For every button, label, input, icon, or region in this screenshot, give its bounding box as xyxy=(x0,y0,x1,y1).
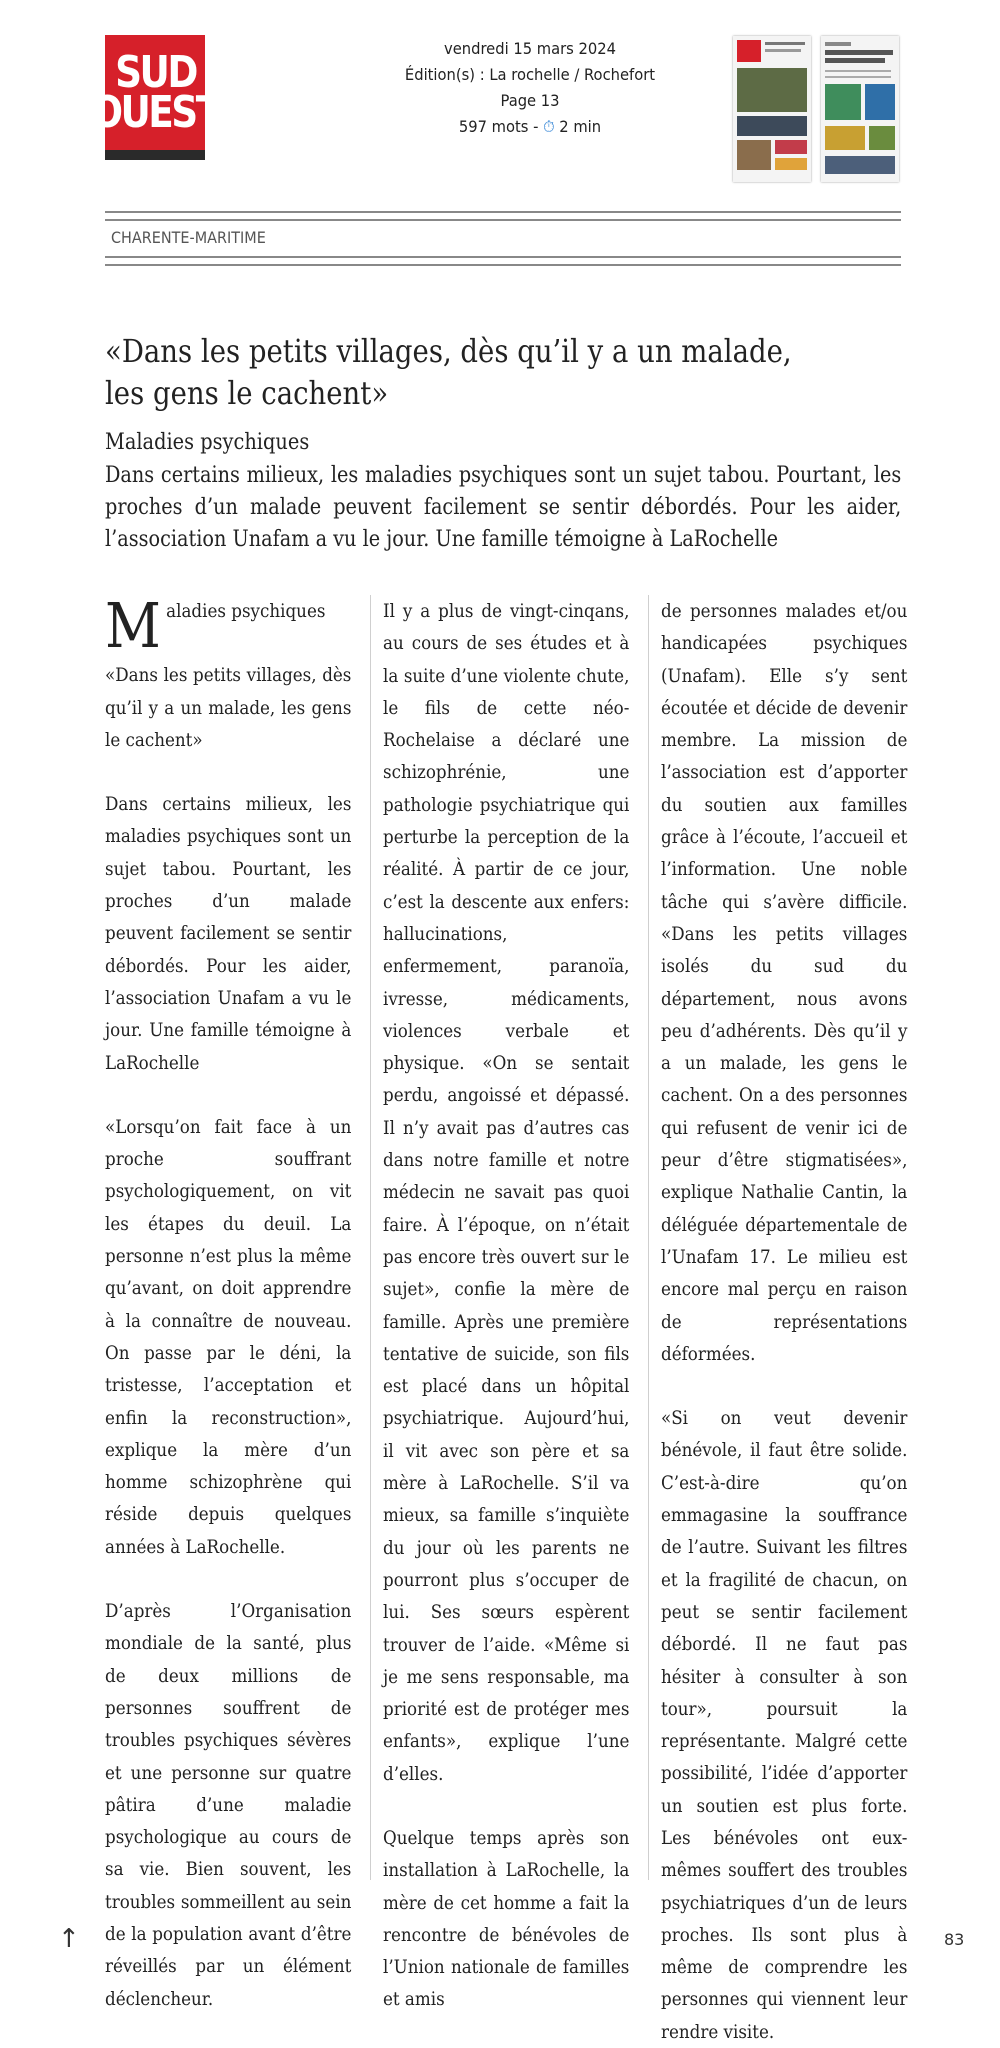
kicker-text: aladies psychiques xyxy=(166,600,326,622)
article-column-1 xyxy=(105,589,352,2015)
body-paragraph: «Dans les petits villages, dès qu’il y a un malade, les gens le cachent» xyxy=(105,664,352,751)
page-thumbnail-front[interactable] xyxy=(733,36,811,182)
article-column-3 xyxy=(661,595,907,2048)
drop-cap: M xyxy=(105,589,161,662)
body-paragraph: Il y a plus de vingt-cinqans, au cours de ses études et à la suite d’une violente chute, le fils de cette néo-Rochelaise a déclaré une schizophrénie, une pathologie psychiatrique qui perturbe la perception de la réalité. À partir de ce jour, c’est la descente aux enfers: hallucinations, enfermement, paranoïa, ivresse, médicaments, violences verbale et physique. «On se sentait perdu, angoissé et dépassé. Il n’y avait pas d’autres cas dans notre famille et notre médecin ne savait pas quoi faire. À l’époque, on n’était pas encore très ouvert sur le sujet», confie la mère de famille. Après une première tentative de suicide, son fils est placé dans un hôpital psychiatrique. Aujourd’hui, il vit avec son père et sa mère à LaRochelle. S’il va mieux, sa famille s’inquiète du jour où les parents ne pourront plus s’occuper de lui. Ses sœurs espèrent trouver de l’aide. «Même si je me sens responsable, ma priorité est de protéger mes enfants», explique l’une d’elles. xyxy=(383,600,630,1785)
article-headline: «Dans les petits villages, dès qu’il y a un malade, les gens le cachent» xyxy=(105,332,792,412)
page-thumbnail-article[interactable] xyxy=(821,36,899,182)
body-paragraph: de personnes malades et/ou handicapées psychiques (Unafam). Elle s’y sent écoutée et décide de devenir membre. La mission de l’association est d’apporter du soutien aux familles grâce à l’écoute, l’accueil et l’information. Une noble tâche qui s’avère difficile. «Dans les petits villages isolés du sud du département, nous avons peu d’adhérents. Dès qu’il y a un malade, les gens le cachent. On a des personnes qui refusent de venir ici de peur d’être stigmatisées», explique Nathalie Cantin, la déléguée départementale de l’Unafam 17. Le milieu est encore mal perçu en raison de représentations déformées. xyxy=(661,600,908,1365)
column-divider xyxy=(370,595,371,1880)
body-paragraph: Quelque temps après son installation à LaRochelle, la mère de cet homme a fait la rencontre de bénévoles de l’Union nationale de familles et amis xyxy=(383,1826,630,2011)
rubric-rule-bottom xyxy=(105,256,901,266)
logo-line-2: OUEST xyxy=(91,86,219,138)
reading-info xyxy=(355,114,705,140)
logo-line-1: SUD xyxy=(114,46,196,98)
body-paragraph: «Lorsqu’on fait face à un proche souffrant psychologiquement, on vit les étapes du deuil. La personne n’est plus la même qu’avant, on doit apprendre à la connaître de nouveau. On passe par le déni, la tristesse, l’acceptation et enfin la reconstruction», explique la mère d’un homme schizophrène qui réside depuis quelques années à LaRochelle. xyxy=(105,1115,352,1558)
publication-meta xyxy=(355,36,705,140)
publication-edition: Édition(s) : La rochelle / Rochefort xyxy=(404,65,656,84)
body-paragraph: Dans certains milieux, les maladies psychiques sont un sujet tabou. Pourtant, les proches d’un malade peuvent facilement se sentir débordés. Pour les aider, l’association Unafam a vu le jour. Une famille témoigne à LaRochelle xyxy=(105,793,352,1074)
sud-ouest-logo xyxy=(91,35,219,160)
rubric-label: CHARENTE-MARITIME xyxy=(111,228,266,247)
timer-icon: ⏱ xyxy=(543,117,555,136)
publication-date: vendredi 15 mars 2024 xyxy=(444,39,616,58)
body-paragraph: D’après l’Organisation mondiale de la santé, plus de deux millions de personnes souffrent de troubles psychiques sévères et une personne sur quatre pâtira d’une maladie psychologique au cours de sa vie. Bien souvent, les troubles sommeillent au sein de la population avant d’être réveillés par un élément déclencheur. xyxy=(105,1600,352,2010)
article-kicker-paragraph xyxy=(105,589,351,662)
body-paragraph: «Si on veut devenir bénévole, il faut être solide. C’est-à-dire qu’on emmagasine la souffrance de l’autre. Suivant les filtres et la fragilité de chacun, on peut se sentir facilement débordé. Il ne faut pas hésiter à consulter à son tour», poursuit la représentante. Malgré cette possibilité, l’idée d’apporter un soutien est plus forte. Les bénévoles ont eux-mêmes souffert des troubles psychiatriques d’un de leurs proches. Ils sont plus à même de comprendre les personnes qui viennent leur rendre visite. xyxy=(661,1407,908,2043)
read-time: 2 min xyxy=(554,117,602,136)
article-subhead: Maladies psychiques xyxy=(105,430,310,455)
publication-page: Page 13 xyxy=(500,91,560,110)
rubric-rule-top xyxy=(105,211,901,221)
page-number: 83 xyxy=(944,1930,965,1949)
page-thumbnails[interactable] xyxy=(733,36,901,186)
scroll-to-top-arrow-icon[interactable]: ↑ xyxy=(58,1924,80,1954)
article-lede: Dans certains milieux, les maladies psychiques sont un sujet tabou. Pourtant, les proches d’un malade peuvent facilement se sentir débordés. Pour les aider, l’association Unafam a vu le jour. Une famille témoigne à LaRochelle xyxy=(105,463,902,552)
article-column-2 xyxy=(383,595,629,2016)
word-count: 597 mots - xyxy=(458,117,544,136)
column-divider xyxy=(648,595,649,1880)
